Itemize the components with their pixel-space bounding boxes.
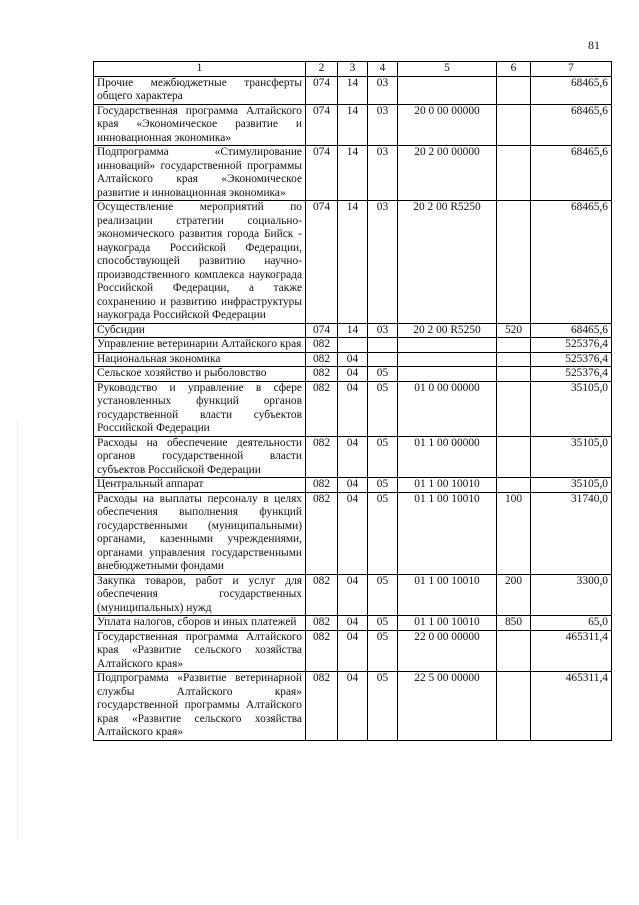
binding-marks <box>17 420 19 840</box>
row-expense-type <box>497 352 531 367</box>
row-section-code: 04 <box>338 574 368 616</box>
row-name: Расходы на обеспечение деятельности органов государственной власти субъектов Российской Федерации <box>94 436 306 478</box>
row-section-code: 04 <box>338 352 368 367</box>
row-ministry-code: 074 <box>306 201 338 324</box>
table-row <box>94 104 612 146</box>
table-row <box>94 616 612 631</box>
row-target-article: 01 0 00 00000 <box>398 381 497 436</box>
budget-table <box>93 61 612 741</box>
row-target-article: 01 1 00 10010 <box>398 574 497 616</box>
row-amount: 525376,4 <box>531 367 612 382</box>
header-col-3: 3 <box>338 62 368 77</box>
row-expense-type: 200 <box>497 574 531 616</box>
row-amount: 35105,0 <box>531 381 612 436</box>
row-amount: 465311,4 <box>531 672 612 741</box>
row-expense-type: 100 <box>497 492 531 574</box>
row-target-article: 22 5 00 00000 <box>398 672 497 741</box>
row-section-code: 04 <box>338 672 368 741</box>
table-row <box>94 352 612 367</box>
row-ministry-code: 082 <box>306 367 338 382</box>
row-subsection-code: 05 <box>368 630 398 672</box>
row-section-code: 14 <box>338 76 368 104</box>
row-name: Осуществление мероприятий по реализации стратегии социально-экономического развития города Бийск - наукограда Российской Федерации, способствующей развитию научно-производственного комплекса наукограда Российской Федерации, а также сохранению и развитию инфраструктуры наукограда Российской Федерации <box>94 201 306 324</box>
row-name: Государственная программа Алтайского края «Развитие сельского хозяйства Алтайского края» <box>94 630 306 672</box>
row-name: Государственная программа Алтайского края «Экономическое развитие и инновационная экономика» <box>94 104 306 146</box>
row-amount: 68465,6 <box>531 201 612 324</box>
row-target-article: 20 2 00 R5250 <box>398 323 497 338</box>
row-target-article: 22 0 00 00000 <box>398 630 497 672</box>
row-ministry-code: 082 <box>306 436 338 478</box>
row-section-code: 14 <box>338 146 368 201</box>
row-target-article <box>398 338 497 353</box>
row-amount: 68465,6 <box>531 146 612 201</box>
row-ministry-code: 082 <box>306 672 338 741</box>
row-amount: 68465,6 <box>531 323 612 338</box>
row-section-code: 14 <box>338 323 368 338</box>
row-amount: 68465,6 <box>531 104 612 146</box>
row-ministry-code: 074 <box>306 146 338 201</box>
table-row <box>94 478 612 493</box>
row-amount: 35105,0 <box>531 478 612 493</box>
row-ministry-code: 082 <box>306 381 338 436</box>
row-ministry-code: 082 <box>306 616 338 631</box>
row-section-code: 04 <box>338 436 368 478</box>
row-name: Центральный аппарат <box>94 478 306 493</box>
row-section-code: 04 <box>338 616 368 631</box>
table-row <box>94 146 612 201</box>
row-expense-type <box>497 672 531 741</box>
row-expense-type <box>497 630 531 672</box>
row-amount: 525376,4 <box>531 338 612 353</box>
header-col-7: 7 <box>531 62 612 77</box>
row-target-article: 01 1 00 10010 <box>398 616 497 631</box>
row-target-article: 01 1 00 00000 <box>398 436 497 478</box>
row-subsection-code: 03 <box>368 76 398 104</box>
row-expense-type <box>497 201 531 324</box>
row-subsection-code: 05 <box>368 436 398 478</box>
row-section-code: 14 <box>338 104 368 146</box>
row-expense-type: 520 <box>497 323 531 338</box>
header-col-4: 4 <box>368 62 398 77</box>
row-ministry-code: 082 <box>306 352 338 367</box>
row-subsection-code: 03 <box>368 146 398 201</box>
row-subsection-code: 05 <box>368 478 398 493</box>
row-section-code <box>338 338 368 353</box>
row-section-code: 04 <box>338 630 368 672</box>
row-ministry-code: 082 <box>306 574 338 616</box>
row-expense-type <box>497 478 531 493</box>
row-target-article <box>398 367 497 382</box>
row-ministry-code: 082 <box>306 478 338 493</box>
row-name: Национальная экономика <box>94 352 306 367</box>
row-expense-type <box>497 146 531 201</box>
row-target-article: 01 1 00 10010 <box>398 478 497 493</box>
table-row <box>94 672 612 741</box>
row-name: Расходы на выплаты персоналу в целях обеспечения выполнения функций государственными (муниципальными) органами, казенными учреждениями, органами управления государственными внебюджетными фондами <box>94 492 306 574</box>
row-target-article: 01 1 00 10010 <box>398 492 497 574</box>
row-expense-type <box>497 436 531 478</box>
table-row <box>94 76 612 104</box>
header-col-1: 1 <box>94 62 306 77</box>
row-name: Руководство и управление в сфере установленных функций органов государственной власти субъектов Российской Федерации <box>94 381 306 436</box>
row-subsection-code: 03 <box>368 201 398 324</box>
row-name: Прочие межбюджетные трансферты общего характера <box>94 76 306 104</box>
row-amount: 3300,0 <box>531 574 612 616</box>
row-name: Закупка товаров, работ и услуг для обеспечения государственных (муниципальных) нужд <box>94 574 306 616</box>
row-amount: 31740,0 <box>531 492 612 574</box>
row-target-article: 20 0 00 00000 <box>398 104 497 146</box>
table-row <box>94 338 612 353</box>
row-subsection-code <box>368 352 398 367</box>
row-ministry-code: 074 <box>306 323 338 338</box>
table-row <box>94 323 612 338</box>
row-subsection-code: 05 <box>368 616 398 631</box>
row-name: Уплата налогов, сборов и иных платежей <box>94 616 306 631</box>
row-section-code: 04 <box>338 381 368 436</box>
table-row <box>94 367 612 382</box>
row-amount: 525376,4 <box>531 352 612 367</box>
row-subsection-code: 05 <box>368 381 398 436</box>
row-subsection-code: 05 <box>368 574 398 616</box>
row-name: Сельское хозяйство и рыболовство <box>94 367 306 382</box>
row-name: Подпрограмма «Развитие ветеринарной службы Алтайского края» государственной программы Алтайского края «Развитие сельского хозяйства Алтайского края» <box>94 672 306 741</box>
row-amount: 35105,0 <box>531 436 612 478</box>
row-name: Субсидии <box>94 323 306 338</box>
header-col-5: 5 <box>398 62 497 77</box>
row-amount: 65,0 <box>531 616 612 631</box>
row-ministry-code: 082 <box>306 338 338 353</box>
header-row <box>94 62 612 77</box>
page-number: 81 <box>588 38 600 52</box>
header-col-2: 2 <box>306 62 338 77</box>
row-target-article: 20 2 00 R5250 <box>398 201 497 324</box>
row-target-article <box>398 352 497 367</box>
row-section-code: 14 <box>338 201 368 324</box>
row-ministry-code: 082 <box>306 492 338 574</box>
row-amount: 68465,6 <box>531 76 612 104</box>
row-ministry-code: 074 <box>306 104 338 146</box>
row-name: Подпрограмма «Стимулирование инноваций» государственной программы Алтайского края «Экономическое развитие и инновационная экономика» <box>94 146 306 201</box>
row-section-code: 04 <box>338 367 368 382</box>
table-row <box>94 574 612 616</box>
row-target-article <box>398 76 497 104</box>
table-row <box>94 436 612 478</box>
row-expense-type: 850 <box>497 616 531 631</box>
row-ministry-code: 074 <box>306 76 338 104</box>
row-subsection-code: 03 <box>368 104 398 146</box>
row-subsection-code: 03 <box>368 323 398 338</box>
row-subsection-code: 05 <box>368 367 398 382</box>
row-expense-type <box>497 367 531 382</box>
row-section-code: 04 <box>338 492 368 574</box>
row-subsection-code: 05 <box>368 672 398 741</box>
row-expense-type <box>497 76 531 104</box>
row-name: Управление ветеринарии Алтайского края <box>94 338 306 353</box>
header-col-6: 6 <box>497 62 531 77</box>
row-ministry-code: 082 <box>306 630 338 672</box>
table-row <box>94 381 612 436</box>
row-expense-type <box>497 381 531 436</box>
table-row <box>94 492 612 574</box>
row-subsection-code: 05 <box>368 492 398 574</box>
row-amount: 465311,4 <box>531 630 612 672</box>
row-expense-type <box>497 104 531 146</box>
row-expense-type <box>497 338 531 353</box>
table-row <box>94 630 612 672</box>
row-section-code: 04 <box>338 478 368 493</box>
table-row <box>94 201 612 324</box>
row-target-article: 20 2 00 00000 <box>398 146 497 201</box>
row-subsection-code <box>368 338 398 353</box>
